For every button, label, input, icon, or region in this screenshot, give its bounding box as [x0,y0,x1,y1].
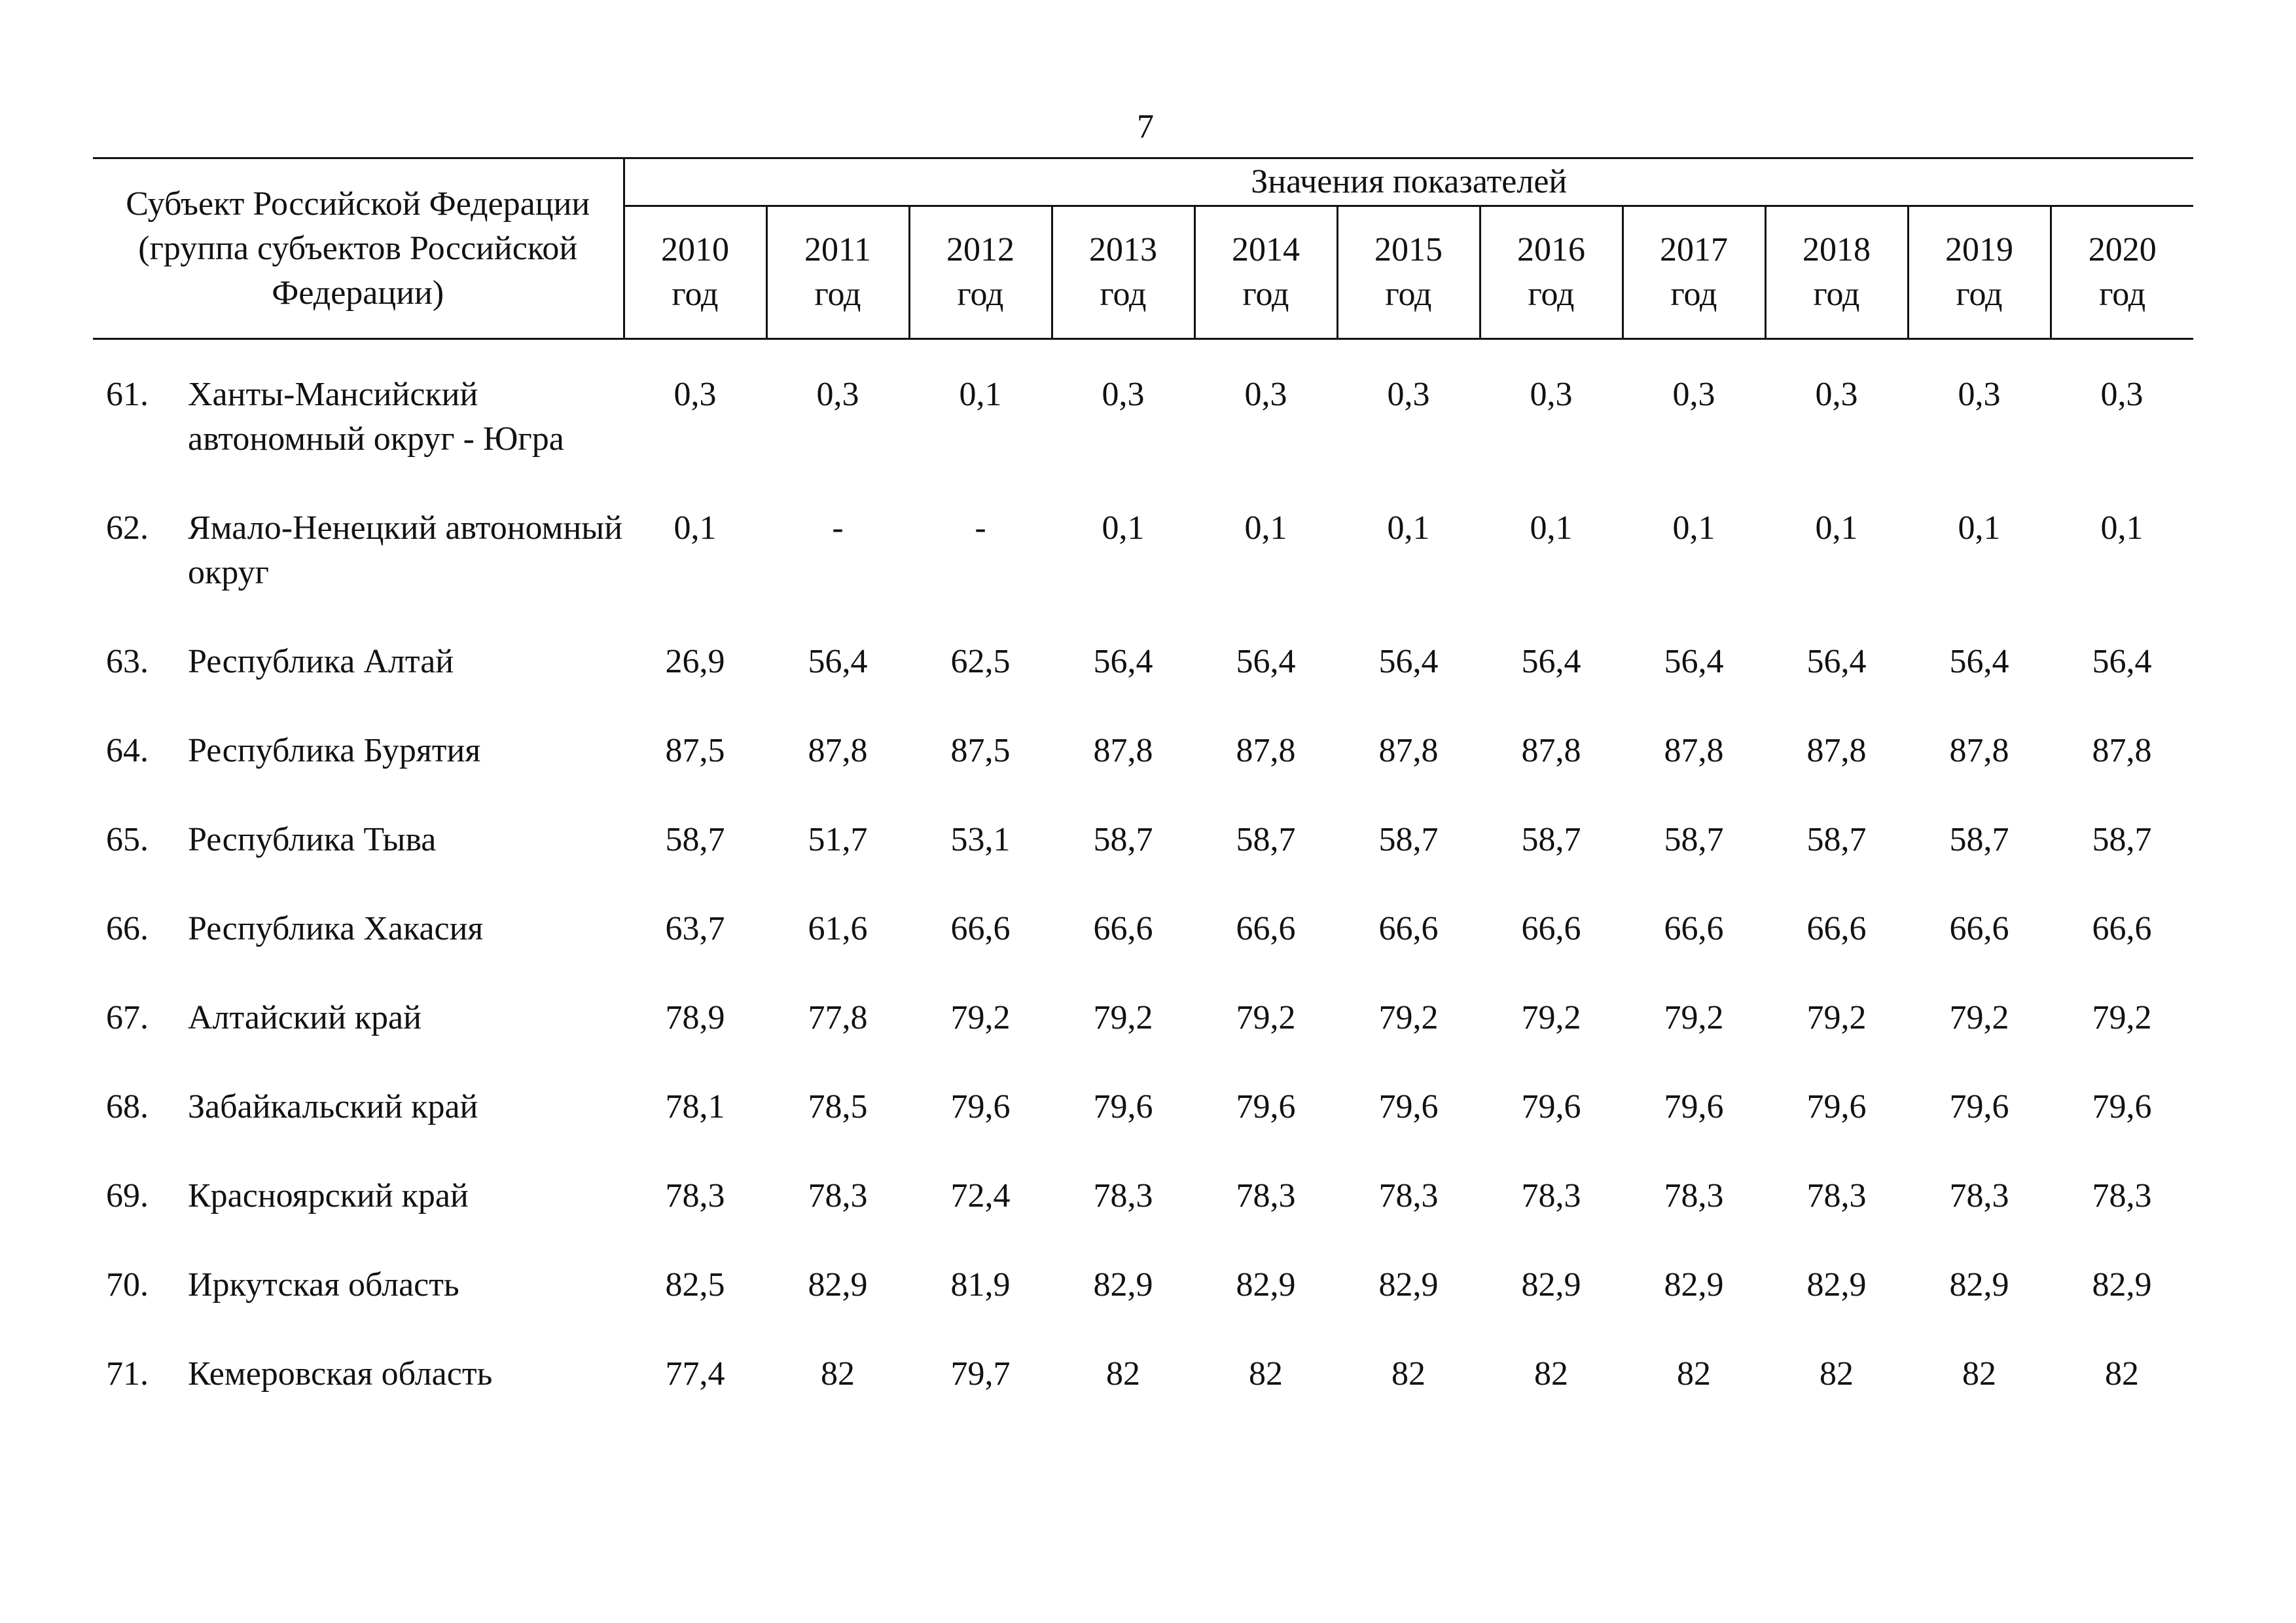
year-header-suffix: год [814,276,861,313]
year-header-2019 [1908,206,2051,339]
value-cell: 66,6 [950,910,1011,947]
year-header-suffix: год [2099,276,2146,313]
value-cell: 0,3 [2100,376,2144,413]
value-cell: 87,8 [1521,732,1581,769]
subject-cell [93,729,624,818]
table-row [93,373,2193,506]
value-cell: 66,6 [1521,910,1581,947]
value-cell: 0,3 [673,376,717,413]
year-header-suffix: год [1528,276,1575,313]
value-cell: 58,7 [1806,821,1867,858]
indicator-table [93,157,2193,1441]
subject-cell [93,640,624,729]
subject-name: Республика Алтай [188,643,454,680]
value-cell: 72,4 [950,1177,1011,1214]
subject-cell [93,907,624,996]
value-cell: 0,1 [1672,509,1715,547]
row-number: 70. [106,1266,149,1304]
row-number: 62. [106,509,149,547]
year-header-2014 [1194,206,1337,339]
value-cell: 58,7 [1378,821,1439,858]
year-header-value: 2013 [1089,231,1157,268]
value-cell: 62,5 [950,643,1011,680]
year-header-value: 2019 [1945,231,2013,268]
value-cell: 78,3 [1806,1177,1867,1214]
value-cell: 82,9 [1236,1266,1296,1304]
year-header-suffix: год [672,276,719,313]
value-cell: 51,7 [808,821,868,858]
value-cell: 87,8 [808,732,868,769]
value-cell: 79,6 [1093,1088,1153,1125]
table-row [93,1174,2193,1263]
value-cell: 58,7 [2092,821,2152,858]
value-cell: 0,3 [1958,376,2001,413]
value-cell: 66,6 [1236,910,1296,947]
subject-cell [93,1352,624,1441]
year-header-2015 [1337,206,1480,339]
value-cell: 87,8 [1806,732,1867,769]
row-number: 65. [106,821,149,858]
subject-name: Республика Бурятия [188,732,481,769]
value-cell: 87,5 [665,732,725,769]
value-cell: 82,9 [1093,1266,1153,1304]
value-cell: 82 [2105,1355,2139,1393]
subject-column-header: Субъект Российской Федерации (группа субъектов Российской Федерации) [93,158,624,339]
value-cell: 78,9 [665,999,725,1036]
value-cell: 82,9 [1664,1266,1724,1304]
value-cell: 0,1 [1530,509,1573,547]
year-header-2011 [766,206,909,339]
value-cell: 78,3 [665,1177,725,1214]
value-cell: 79,6 [1378,1088,1439,1125]
year-header-suffix: год [1670,276,1717,313]
value-cell: 79,7 [950,1355,1011,1393]
year-header-2020 [2051,206,2193,339]
value-cell: 0,1 [1387,509,1430,547]
value-cell: 0,3 [1815,376,1858,413]
value-cell: 79,6 [1949,1088,2009,1125]
value-cell: 79,6 [950,1088,1011,1125]
value-cell: 0,3 [1244,376,1287,413]
value-cell: 79,2 [1521,999,1581,1036]
subject-cell [93,373,624,506]
value-cell: 78,3 [1378,1177,1439,1214]
value-cell: 0,1 [1815,509,1858,547]
value-cell: 87,8 [1949,732,2009,769]
value-cell: 82,5 [665,1266,725,1304]
year-header-2016 [1480,206,1623,339]
value-cell: 78,3 [2092,1177,2152,1214]
year-header-2017 [1623,206,1765,339]
year-header-value: 2010 [661,231,729,268]
value-cell: 79,2 [1378,999,1439,1036]
value-cell: 79,2 [2092,999,2152,1036]
value-cell: 82 [821,1355,855,1393]
value-cell: 0,3 [816,376,859,413]
row-number: 68. [106,1088,149,1125]
value-cell: - [832,509,844,547]
year-header-suffix: год [1242,276,1289,313]
value-cell: 56,4 [1093,643,1153,680]
value-cell: 56,4 [1806,643,1867,680]
value-cell: 78,3 [1521,1177,1581,1214]
value-cell: 56,4 [1664,643,1724,680]
year-header-2012 [909,206,1052,339]
subject-cell [93,996,624,1085]
value-cell: 79,2 [1664,999,1724,1036]
value-cell: 87,8 [1664,732,1724,769]
row-number: 71. [106,1355,149,1393]
table-row [93,1352,2193,1441]
value-cell: 0,1 [1102,509,1145,547]
value-cell: 79,2 [950,999,1011,1036]
values-column-header: Значения показателей [624,158,2193,206]
subject-name: Красноярский край [188,1177,469,1214]
value-cell: 82 [1677,1355,1711,1393]
value-cell: 82,9 [2092,1266,2152,1304]
value-cell: 58,7 [1236,821,1296,858]
value-cell: 0,3 [1387,376,1430,413]
value-cell: 58,7 [1664,821,1724,858]
value-cell: 0,1 [2100,509,2144,547]
value-cell: 87,8 [2092,732,2152,769]
value-cell: 82 [1820,1355,1854,1393]
row-number: 67. [106,999,149,1036]
value-cell: 79,6 [1664,1088,1724,1125]
value-cell: 78,3 [1664,1177,1724,1214]
subject-name: Иркутская область [188,1266,459,1304]
value-cell: 78,3 [1949,1177,2009,1214]
value-cell: 79,6 [1806,1088,1867,1125]
year-header-value: 2020 [2088,231,2157,268]
table-row [93,640,2193,729]
subject-cell [93,506,624,640]
value-cell: 56,4 [1521,643,1581,680]
subject-cell [93,818,624,907]
table-row [93,907,2193,996]
row-number: 63. [106,643,149,680]
value-cell: 0,1 [1958,509,2001,547]
year-header-value: 2012 [946,231,1014,268]
value-cell: 87,5 [950,732,1011,769]
value-cell: 82 [1249,1355,1283,1393]
value-cell: 82,9 [1521,1266,1581,1304]
value-cell: 0,1 [1244,509,1287,547]
value-cell: 66,6 [1093,910,1153,947]
value-cell: 66,6 [1378,910,1439,947]
value-cell: 56,4 [2092,643,2152,680]
value-cell: 58,7 [1949,821,2009,858]
indicator-table-container [93,157,2192,1441]
table-row [93,506,2193,640]
value-cell: 0,3 [1102,376,1145,413]
value-cell: - [975,509,986,547]
value-cell: 82 [1106,1355,1140,1393]
value-cell: 77,4 [665,1355,725,1393]
subject-cell [93,1174,624,1263]
row-number: 64. [106,732,149,769]
subject-cell [93,1085,624,1174]
value-cell: 58,7 [665,821,725,858]
value-cell: 87,8 [1378,732,1439,769]
value-cell: 82,9 [1806,1266,1867,1304]
value-cell: 0,3 [1530,376,1573,413]
value-cell: 78,3 [1093,1177,1153,1214]
subject-name: Ханты-Мансийский автономный округ - Югра [188,376,564,458]
value-cell: 66,6 [1664,910,1724,947]
value-cell: 77,8 [808,999,868,1036]
value-cell: 82 [1962,1355,1996,1393]
table-row [93,818,2193,907]
value-cell: 66,6 [1806,910,1867,947]
value-cell: 82 [1391,1355,1426,1393]
value-cell: 78,3 [1236,1177,1296,1214]
subject-name: Республика Хакасия [188,910,484,947]
subject-name: Кемеровская область [188,1355,493,1393]
year-header-value: 2018 [1803,231,1871,268]
subject-name: Республика Тыва [188,821,437,858]
table-row [93,729,2193,818]
year-header-value: 2011 [804,231,872,268]
value-cell: 58,7 [1521,821,1581,858]
subject-name: Алтайский край [188,999,422,1036]
year-header-2013 [1052,206,1194,339]
row-number: 61. [106,376,149,413]
value-cell: 0,1 [959,376,1002,413]
value-cell: 66,6 [2092,910,2152,947]
value-cell: 82,9 [1378,1266,1439,1304]
table-row [93,996,2193,1085]
year-header-value: 2014 [1232,231,1300,268]
year-header-suffix: год [1813,276,1860,313]
value-cell: 61,6 [808,910,868,947]
value-cell: 56,4 [1236,643,1296,680]
subject-name: Ямало-Ненецкий автономный округ [188,509,623,591]
year-header-2010 [624,206,766,339]
value-cell: 78,5 [808,1088,868,1125]
value-cell: 82 [1534,1355,1568,1393]
year-header-value: 2015 [1374,231,1443,268]
value-cell: 79,6 [1236,1088,1296,1125]
year-header-suffix: год [1100,276,1147,313]
row-number: 66. [106,910,149,947]
table-row [93,1085,2193,1174]
row-number: 69. [106,1177,149,1214]
value-cell: 26,9 [665,643,725,680]
subject-cell [93,1263,624,1352]
value-cell: 0,3 [1672,376,1715,413]
year-header-value: 2017 [1660,231,1728,268]
value-cell: 0,1 [673,509,717,547]
value-cell: 79,2 [1093,999,1153,1036]
value-cell: 79,2 [1236,999,1296,1036]
year-header-value: 2016 [1517,231,1585,268]
value-cell: 56,4 [1949,643,2009,680]
year-header-suffix: год [957,276,1004,313]
table-header [93,158,2193,339]
value-cell: 63,7 [665,910,725,947]
value-cell: 81,9 [950,1266,1011,1304]
value-cell: 87,8 [1093,732,1153,769]
value-cell: 82,9 [808,1266,868,1304]
value-cell: 56,4 [808,643,868,680]
value-cell: 79,2 [1949,999,2009,1036]
value-cell: 79,2 [1806,999,1867,1036]
year-header-suffix: год [1385,276,1432,313]
value-cell: 78,1 [665,1088,725,1125]
value-cell: 87,8 [1236,732,1296,769]
table-body [93,339,2193,1442]
page-number: 7 [1137,108,1154,145]
value-cell: 79,6 [2092,1088,2152,1125]
value-cell: 82,9 [1949,1266,2009,1304]
year-header-2018 [1765,206,1908,339]
year-header-suffix: год [1956,276,2003,313]
subject-name: Забайкальский край [188,1088,478,1125]
value-cell: 56,4 [1378,643,1439,680]
value-cell: 79,6 [1521,1088,1581,1125]
value-cell: 78,3 [808,1177,868,1214]
value-cell: 66,6 [1949,910,2009,947]
value-cell: 53,1 [950,821,1011,858]
value-cell: 58,7 [1093,821,1153,858]
table-row [93,1263,2193,1352]
